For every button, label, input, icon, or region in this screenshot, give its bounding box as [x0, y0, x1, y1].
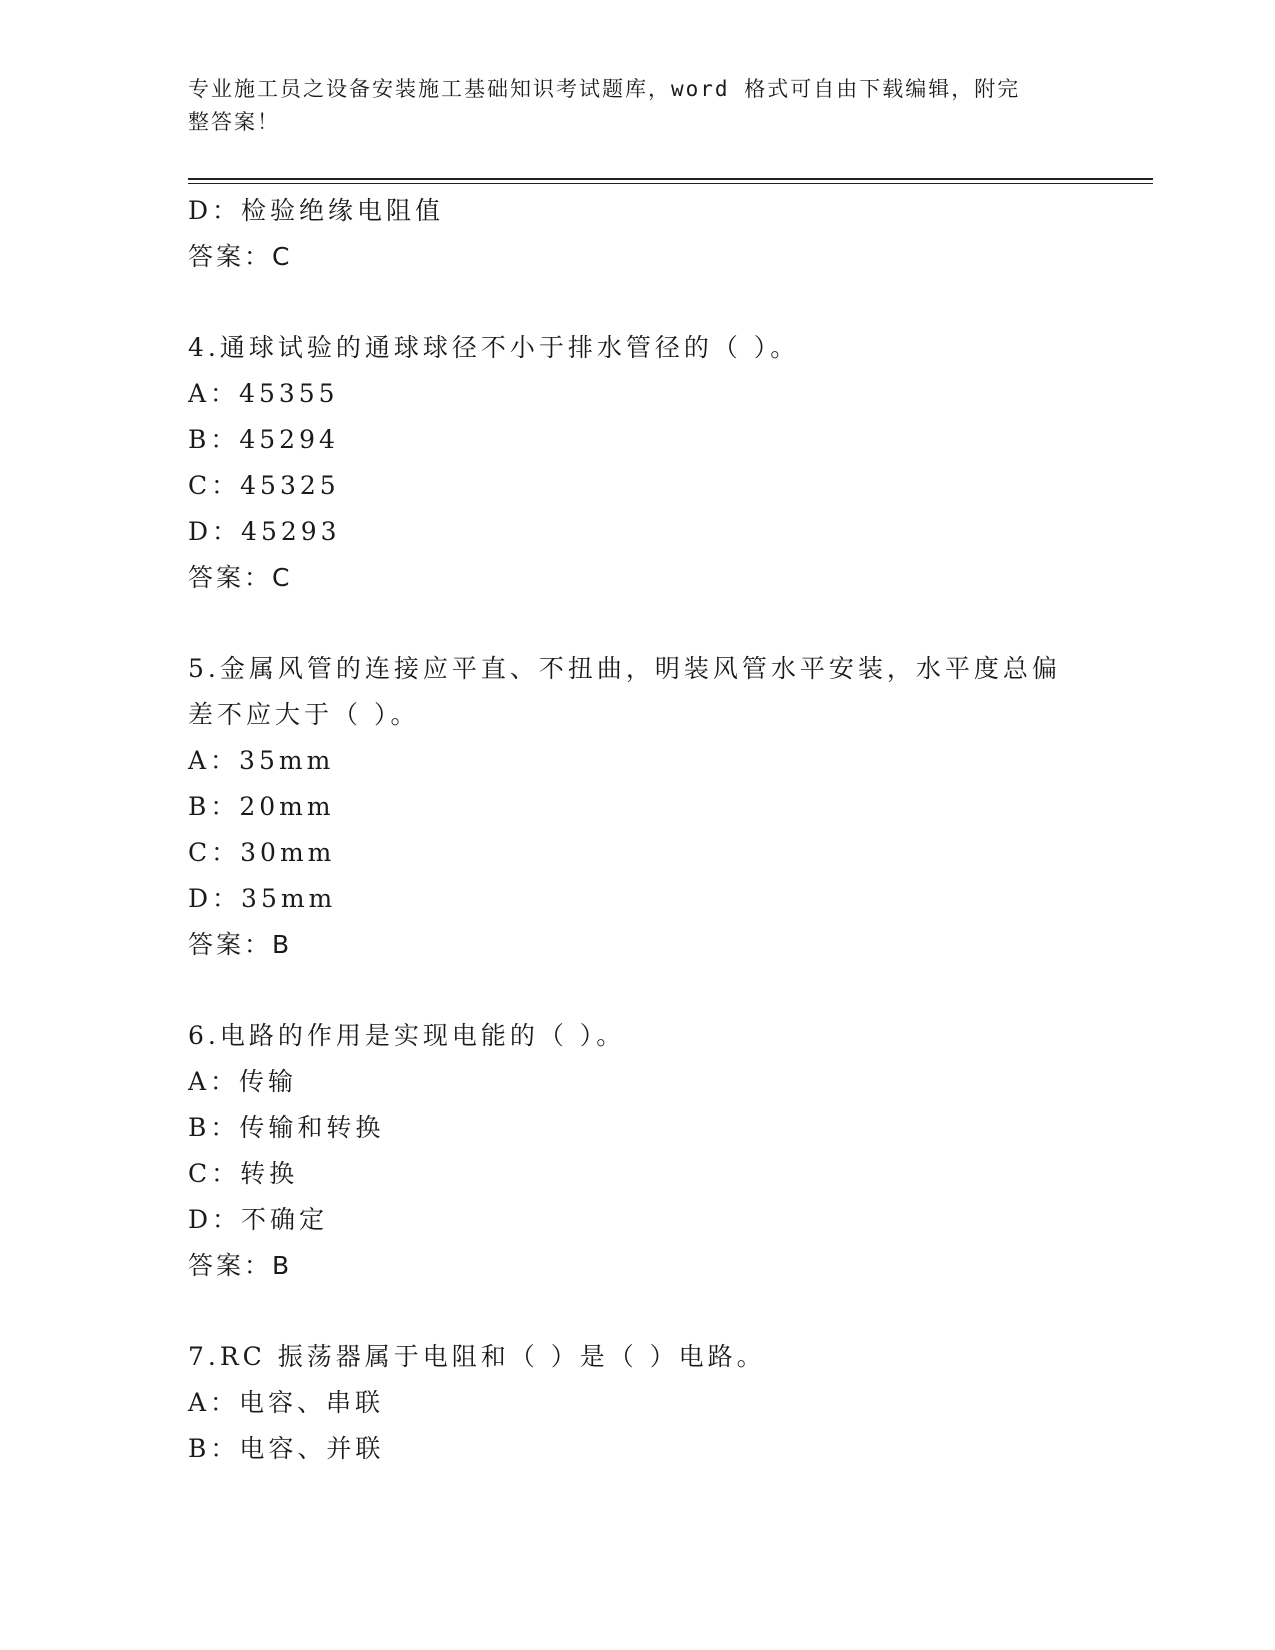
header-divider-thin: [188, 183, 1153, 184]
question-7: [188, 1334, 1088, 1472]
option-d: D：不确定: [188, 1205, 329, 1234]
option-c: C：30mm: [188, 838, 336, 867]
option-d: D：45293: [188, 517, 341, 546]
option-a: A：传输: [188, 1067, 298, 1096]
option-c: C：45325: [188, 471, 340, 500]
option-b: B：电容、并联: [188, 1434, 385, 1463]
question-stem: 6.电路的作用是实现电能的（ ）。: [188, 1021, 626, 1050]
answer: 答案：C: [188, 563, 293, 592]
option-b: B：传输和转换: [188, 1113, 385, 1142]
question-stem: 7.RC 振荡器属于电阻和（ ）是（ ）电路。: [188, 1342, 766, 1371]
prev-question-tail: [188, 188, 1088, 280]
question-6: [188, 1013, 1088, 1289]
document-body: [188, 188, 1088, 1472]
option-a: A：电容、串联: [188, 1388, 385, 1417]
question-5: [188, 646, 1088, 968]
option-d: D：35mm: [188, 884, 337, 913]
page-header: [188, 73, 1068, 139]
header-divider-thick: [188, 178, 1153, 180]
option-d: D：检验绝缘电阻值: [188, 196, 445, 225]
header-line-1: 专业施工员之设备安装施工基础知识考试题库，word 格式可自由下载编辑，附完: [188, 77, 1021, 101]
question-stem: 4.通球试验的通球球径不小于排水管径的（ ）。: [188, 333, 800, 362]
answer: 答案：C: [188, 242, 293, 271]
option-b: B：20mm: [188, 792, 335, 821]
option-c: C：转换: [188, 1159, 299, 1188]
option-b: B：45294: [188, 425, 339, 454]
answer: 答案：B: [188, 1251, 293, 1280]
option-a: A：35mm: [188, 746, 335, 775]
question-stem: 5.金属风管的连接应平直、不扭曲，明装风管水平安装，水平度总偏: [188, 654, 1061, 683]
question-stem-continued: 差不应大于（ ）。: [188, 700, 420, 729]
header-line-2: 整答案！: [188, 110, 280, 134]
answer: 答案：B: [188, 930, 293, 959]
question-4: [188, 325, 1088, 601]
option-a: A：45355: [188, 379, 339, 408]
